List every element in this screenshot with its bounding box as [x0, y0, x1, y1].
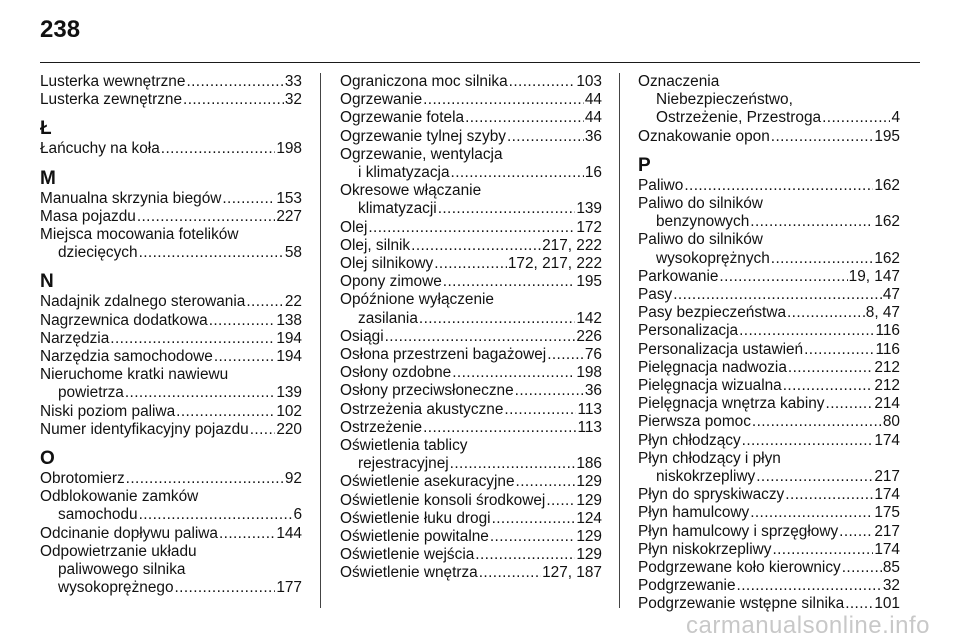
entry-term: Opony zimowe	[340, 273, 442, 291]
index-entry	[40, 579, 302, 597]
entry-page-number: 116	[875, 322, 900, 340]
dot-leader	[161, 140, 276, 158]
index-entry	[638, 286, 900, 304]
entry-term: Manualna skrzynia biegów	[40, 189, 222, 207]
index-entry	[340, 546, 602, 564]
dot-leader	[842, 559, 882, 577]
watermark-text: carmanualsonline.info	[686, 612, 930, 639]
dot-leader	[452, 364, 575, 382]
dot-leader	[752, 413, 882, 431]
entry-page-number: 32	[284, 91, 302, 109]
index-entry	[340, 128, 602, 146]
index-entry-text: paliwowego silnika	[58, 561, 186, 579]
entry-page-number: 139	[576, 200, 602, 218]
entry-term: Podgrzewane koło kierownicy	[638, 559, 841, 577]
index-entry	[340, 510, 602, 528]
entry-term: Pielęgnacja wizualna	[638, 377, 782, 395]
index-entry	[340, 492, 602, 510]
index-entry	[340, 237, 602, 255]
entry-term: Oświetlenie asekuracyjne	[340, 473, 515, 491]
index-entry	[638, 468, 900, 486]
dot-leader	[475, 546, 575, 564]
dot-leader	[434, 255, 507, 273]
entry-page-number: 214	[874, 395, 900, 413]
index-entry	[638, 304, 900, 322]
entry-term: Olej, silnik	[340, 236, 411, 254]
entry-term: Olej silnikowy	[340, 255, 434, 273]
dot-leader	[785, 486, 873, 504]
index-entry	[40, 190, 302, 208]
entry-term: Pielęgnacja wnętrza kabiny	[638, 395, 825, 413]
entry-page-number: 198	[276, 140, 302, 158]
dot-leader	[110, 330, 275, 348]
entry-page-number: 47	[882, 286, 900, 304]
entry-term: dziecięcych	[58, 244, 138, 262]
index-entry-text: Nieruchome kratki nawiewu	[40, 366, 229, 384]
entry-page-number: 116	[875, 340, 900, 358]
index-entry-text: Odpowietrzanie układu	[40, 542, 197, 560]
entry-term: Oświetlenie wejścia	[340, 546, 475, 564]
entry-page-number: 36	[584, 127, 602, 145]
entry-page-number: 127, 187	[542, 564, 602, 582]
dot-leader	[222, 190, 275, 208]
entry-term: niskokrzepliwy	[656, 468, 756, 486]
index-entry	[340, 255, 602, 273]
entry-page-number: 76	[584, 346, 602, 364]
entry-page-number: 32	[882, 577, 900, 595]
entry-term: Płyn niskokrzepliwy	[638, 540, 772, 558]
index-entry	[638, 177, 900, 195]
entry-term: Niski poziom paliwa	[40, 402, 176, 420]
entry-term: Parkowanie	[638, 267, 719, 285]
entry-term: Oświetlenie wnętrza	[340, 564, 478, 582]
index-entry	[340, 455, 602, 473]
dot-leader	[783, 377, 874, 395]
dot-leader	[742, 432, 874, 450]
index-entry	[638, 486, 900, 504]
index-entry	[340, 473, 602, 491]
index-entry-text: Paliwo do silników	[638, 195, 763, 213]
index-entry	[638, 523, 900, 541]
index-entry	[638, 577, 900, 595]
dot-leader	[214, 348, 276, 366]
entry-term: Personalizacja ustawień	[638, 340, 804, 358]
index-entry	[638, 595, 900, 613]
entry-term: Personalizacja	[638, 322, 739, 340]
dot-leader	[209, 312, 276, 330]
entry-term: Obrotomierz	[40, 470, 125, 488]
entry-page-number: 227	[276, 207, 302, 225]
dot-leader	[516, 473, 576, 491]
dot-leader	[176, 403, 275, 421]
entry-term: Osiągi	[340, 327, 384, 345]
dot-leader	[139, 506, 293, 524]
dot-leader	[451, 164, 584, 182]
entry-page-number: 142	[576, 309, 602, 327]
entry-page-number: 16	[584, 164, 602, 182]
entry-term: Narzędzia	[40, 329, 110, 347]
entry-term: Osłony przeciwsłoneczne	[340, 382, 514, 400]
index-entry-text: Oświetlenia tablicy	[340, 437, 468, 455]
index-entry	[638, 250, 900, 268]
entry-page-number: 113	[577, 418, 602, 436]
entry-page-number: 129	[576, 546, 602, 564]
entry-page-number: 92	[284, 470, 302, 488]
dot-leader	[411, 237, 541, 255]
entry-page-number: 195	[874, 127, 900, 145]
dot-leader	[822, 109, 890, 127]
dot-leader	[756, 468, 873, 486]
dot-leader	[771, 128, 874, 146]
entry-term: Ostrzeżenia akustyczne	[340, 400, 504, 418]
entry-page-number: 220	[276, 420, 302, 438]
index-entry	[638, 504, 900, 522]
dot-leader	[507, 128, 584, 146]
section-letter: O	[40, 448, 55, 470]
index-entry	[40, 403, 302, 421]
entry-term: Ogrzewanie	[340, 91, 423, 109]
index-entry	[340, 91, 602, 109]
entry-term: i klimatyzacja	[358, 164, 450, 182]
entry-term: Podgrzewanie	[638, 577, 736, 595]
entry-term: Osłony ozdobne	[340, 364, 452, 382]
dot-leader	[125, 384, 275, 402]
entry-term: Narzędzia samochodowe	[40, 348, 213, 366]
index-entry	[638, 341, 900, 359]
entry-term: Płyn do spryskiwaczy	[638, 486, 785, 504]
dot-leader	[419, 310, 575, 328]
entry-page-number: 162	[874, 213, 900, 231]
index-entry	[340, 401, 602, 419]
dot-leader	[175, 579, 276, 597]
dot-leader	[804, 341, 874, 359]
dot-leader	[492, 510, 576, 528]
dot-leader	[443, 273, 576, 291]
entry-term: Oświetlenie powitalne	[340, 528, 489, 546]
entry-page-number: 172, 217, 222	[507, 255, 602, 273]
index-column-2	[340, 73, 602, 583]
entry-term: wysokoprężnego	[58, 579, 174, 597]
index-entry	[340, 200, 602, 218]
entry-term: Płyn hamulcowy	[638, 504, 750, 522]
entry-page-number: 212	[874, 377, 900, 395]
index-entry	[340, 528, 602, 546]
entry-page-number: 174	[874, 486, 900, 504]
index-entry	[40, 384, 302, 402]
index-entry	[40, 140, 302, 158]
entry-term: powietrza	[58, 384, 124, 402]
entry-page-number: 162	[874, 249, 900, 267]
index-entry	[638, 377, 900, 395]
index-entry-text: Płyn chłodzący i płyn	[638, 449, 781, 467]
dot-leader	[438, 200, 576, 218]
entry-term: Pielęgnacja nadwozia	[638, 358, 787, 376]
entry-term: Oświetlenie łuku drogi	[340, 509, 491, 527]
entry-page-number: 172	[576, 218, 602, 236]
index-entry	[638, 268, 900, 286]
entry-term: Ogrzewanie fotela	[340, 109, 465, 127]
entry-page-number: 186	[576, 455, 602, 473]
dot-leader	[183, 91, 284, 109]
entry-page-number: 139	[276, 384, 302, 402]
entry-page-number: 212	[874, 358, 900, 376]
index-entry-text: Ogrzewanie, wentylacja	[340, 145, 503, 163]
entry-page-number: 19, 147	[848, 267, 900, 285]
entry-term: Odcinanie dopływu paliwa	[40, 524, 218, 542]
entry-page-number: 33	[284, 73, 302, 90]
dot-leader	[750, 504, 873, 522]
index-entry	[340, 564, 602, 582]
index-entry	[40, 348, 302, 366]
entry-page-number: 6	[293, 506, 302, 524]
index-column-1	[40, 73, 302, 597]
index-entry	[40, 421, 302, 439]
entry-page-number: 124	[576, 509, 602, 527]
dot-leader	[788, 359, 873, 377]
entry-term: benzynowych	[656, 213, 750, 231]
entry-page-number: 8, 47	[865, 304, 900, 322]
header-rule	[40, 62, 920, 63]
index-entry	[340, 109, 602, 127]
index-entry	[40, 470, 302, 488]
index-entry-text: Niebezpieczeństwo,	[656, 91, 793, 109]
entry-term: Oświetlenie konsoli środkowej	[340, 491, 546, 509]
entry-term: Osłona przestrzeni bagażowej	[340, 346, 547, 364]
entry-term: Podgrzewanie wstępne silnika	[638, 595, 845, 613]
entry-page-number: 102	[276, 402, 302, 420]
entry-page-number: 129	[576, 491, 602, 509]
index-entry	[40, 312, 302, 330]
entry-page-number: 174	[874, 431, 900, 449]
column-divider-1	[320, 73, 321, 608]
entry-term: Oznakowanie opon	[638, 127, 770, 145]
entry-page-number: 58	[284, 244, 302, 262]
dot-leader	[186, 73, 283, 91]
dot-leader	[423, 91, 584, 109]
entry-page-number: 85	[882, 559, 900, 577]
dot-leader	[504, 401, 576, 419]
dot-leader	[750, 213, 873, 231]
dot-leader	[137, 208, 275, 226]
index-entry-text: Odblokowanie zamków	[40, 488, 199, 506]
index-entry	[40, 525, 302, 543]
entry-term: Nadajnik zdalnego sterowania	[40, 293, 246, 311]
entry-page-number: 22	[284, 293, 302, 311]
index-entry	[40, 330, 302, 348]
entry-page-number: 198	[576, 364, 602, 382]
index-entry	[40, 91, 302, 109]
entry-term: Pasy	[638, 286, 673, 304]
index-entry-text: Opóźnione wyłączenie	[340, 291, 494, 309]
index-entry-text: Oznaczenia	[638, 73, 720, 90]
column-divider-2	[619, 73, 620, 608]
dot-leader	[368, 219, 575, 237]
dot-leader	[479, 564, 541, 582]
dot-leader	[826, 395, 874, 413]
entry-page-number: 153	[276, 189, 302, 207]
entry-page-number: 174	[874, 540, 900, 558]
dot-leader	[845, 595, 873, 613]
entry-page-number: 226	[576, 327, 602, 345]
dot-leader	[839, 523, 873, 541]
index-column-3	[638, 73, 900, 614]
entry-term: zasilania	[358, 309, 418, 327]
dot-leader	[787, 304, 865, 322]
index-entry-text: Okresowe włączanie	[340, 182, 482, 200]
index-entry	[340, 382, 602, 400]
entry-term: samochodu	[58, 506, 138, 524]
entry-term: Olej	[340, 218, 368, 236]
index-entry	[638, 559, 900, 577]
entry-page-number: 103	[576, 73, 602, 90]
entry-page-number: 129	[576, 528, 602, 546]
index-entry	[40, 73, 302, 91]
entry-page-number: 4	[891, 109, 900, 127]
index-entry	[638, 128, 900, 146]
entry-term: Ogrzewanie tylnej szyby	[340, 127, 506, 145]
entry-term: Ostrzeżenie	[340, 418, 423, 436]
entry-term: Łańcuchy na koła	[40, 140, 160, 158]
entry-term: Lusterka zewnętrzne	[40, 91, 183, 109]
index-entry	[340, 73, 602, 91]
section-letter: P	[638, 154, 651, 176]
dot-leader	[739, 322, 874, 340]
index-entry-text: Paliwo do silników	[638, 231, 763, 249]
entry-page-number: 175	[874, 504, 900, 522]
dot-leader	[490, 528, 575, 546]
entry-page-number: 44	[584, 109, 602, 127]
dot-leader	[385, 328, 576, 346]
entry-page-number: 194	[276, 348, 302, 366]
dot-leader	[737, 577, 882, 595]
index-entry-text: Miejsca mocowania fotelików	[40, 226, 239, 244]
dot-leader	[450, 455, 576, 473]
index-entry	[340, 219, 602, 237]
index-entry	[340, 346, 602, 364]
index-entry	[340, 328, 602, 346]
entry-term: rejestracyjnej	[358, 455, 449, 473]
entry-term: Ostrzeżenie, Przestroga	[656, 109, 822, 127]
entry-page-number: 138	[276, 311, 302, 329]
entry-term: Masa pojazdu	[40, 207, 136, 225]
index-entry	[340, 419, 602, 437]
entry-page-number: 113	[577, 400, 602, 418]
entry-page-number: 129	[576, 473, 602, 491]
index-entry	[340, 310, 602, 328]
section-letter: Ł	[40, 118, 52, 140]
index-entry	[40, 208, 302, 226]
entry-term: Nagrzewnica dodatkowa	[40, 311, 208, 329]
dot-leader	[684, 177, 873, 195]
dot-leader	[250, 421, 276, 439]
dot-leader	[219, 525, 275, 543]
entry-page-number: 80	[882, 413, 900, 431]
index-entry	[40, 244, 302, 262]
entry-page-number: 144	[276, 524, 302, 542]
dot-leader	[509, 73, 576, 91]
entry-term: Lusterka wewnętrzne	[40, 73, 186, 90]
entry-term: Płyn hamulcowy i sprzęgłowy	[638, 522, 839, 540]
index-entry	[638, 395, 900, 413]
entry-page-number: 44	[584, 91, 602, 109]
dot-leader	[546, 492, 575, 510]
section-letter: N	[40, 271, 54, 293]
entry-page-number: 101	[874, 595, 900, 613]
entry-term: Paliwo	[638, 176, 684, 194]
entry-term: Płyn chłodzący	[638, 431, 741, 449]
index-entry	[638, 541, 900, 559]
entry-page-number: 162	[874, 176, 900, 194]
dot-leader	[673, 286, 882, 304]
index-entry	[638, 213, 900, 231]
dot-leader	[515, 382, 584, 400]
entry-term: klimatyzacji	[358, 200, 437, 218]
dot-leader	[465, 109, 584, 127]
entry-page-number: 217	[874, 522, 900, 540]
entry-term: wysokoprężnych	[656, 249, 770, 267]
entry-page-number: 217	[874, 468, 900, 486]
index-entry	[340, 164, 602, 182]
entry-term: Pierwsza pomoc	[638, 413, 751, 431]
dot-leader	[423, 419, 576, 437]
dot-leader	[772, 541, 873, 559]
entry-term: Ograniczona moc silnika	[340, 73, 508, 90]
index-entry	[638, 432, 900, 450]
section-letter: M	[40, 167, 56, 189]
index-entry	[40, 506, 302, 524]
dot-leader	[126, 470, 284, 488]
dot-leader	[139, 244, 284, 262]
dot-leader	[246, 293, 284, 311]
index-entry	[340, 364, 602, 382]
entry-page-number: 177	[276, 579, 302, 597]
dot-leader	[771, 250, 874, 268]
index-entry	[638, 109, 900, 127]
index-entry	[638, 359, 900, 377]
index-entry	[638, 413, 900, 431]
entry-page-number: 195	[576, 273, 602, 291]
dot-leader	[719, 268, 847, 286]
page-number: 238	[40, 16, 81, 43]
index-entry	[638, 322, 900, 340]
index-entry	[340, 273, 602, 291]
entry-page-number: 217, 222	[542, 236, 602, 254]
entry-term: Pasy bezpieczeństwa	[638, 304, 786, 322]
index-entry	[40, 293, 302, 311]
entry-page-number: 194	[276, 329, 302, 347]
entry-page-number: 36	[584, 382, 602, 400]
dot-leader	[547, 346, 584, 364]
entry-term: Numer identyfikacyjny pojazdu	[40, 420, 249, 438]
